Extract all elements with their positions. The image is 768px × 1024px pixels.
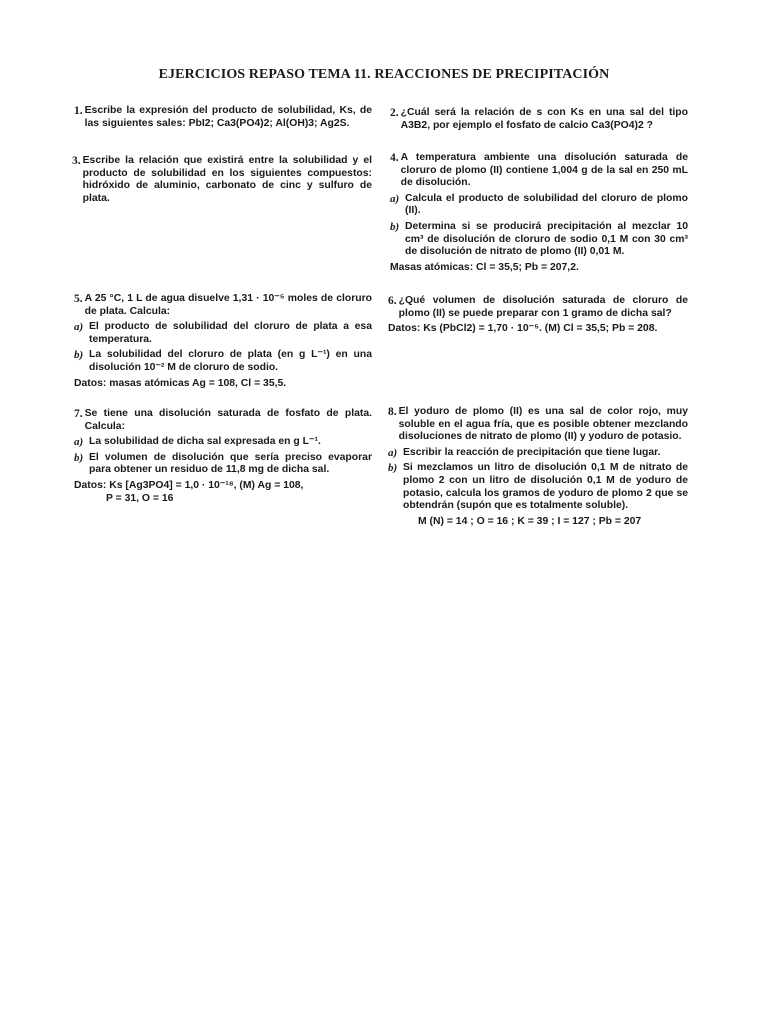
exercise-3 [72, 155, 372, 205]
exercise-text: A temperatura ambiente una disolución saturada de cloruro de plomo (II) contiene 1,004 g de la sal en 250 mL de disolución. [400, 152, 688, 189]
exercise-6 [388, 295, 688, 336]
exercise-text: A 25 °C, 1 L de agua disuelve 1,31 · 10⁻⁵ moles de cloruro de plata. Calcula: [84, 293, 372, 317]
exercise-text: ¿Qué volumen de disolución saturada de cloruro de plomo (II) se puede preparar con 1 gramo de dicha sal? [398, 295, 688, 319]
exercise-part-a [74, 321, 372, 346]
exercise-5 [74, 293, 372, 390]
exercise-text: El yoduro de plomo (II) es una sal de color rojo, muy soluble en el agua fría, que es posible obtener mezclando disoluciones de nitrato de plomo (II) y yoduro de potasio. [398, 406, 688, 443]
exercise-text: Escribe la expresión del producto de solubilidad, Ks, de las siguientes sales: PbI2; Ca3(PO4)2; Al(OH)3; Ag2S. [84, 105, 372, 129]
exercise-data: Datos: Ks [Ag3PO4] = 1,0 · 10⁻¹⁸, (M) Ag = 108, [74, 479, 304, 491]
exercise-text: ¿Cuál será la relación de s con Ks en una sal del tipo A3B2, por ejemplo el fosfato de calcio Ca3(PO4)2 ? [400, 107, 688, 131]
exercise-number: 1. [74, 105, 83, 117]
exercise-text: Escribe la relación que existirá entre la solubilidad y el producto de solubilidad en los siguientes compuestos: hidróxido de aluminio, carbonato de cinc y sulfuro de plata. [82, 155, 372, 204]
exercise-number: 6. [388, 295, 397, 307]
exercise-data-continued: P = 31, O = 16 [106, 492, 174, 504]
part-label: b) [390, 220, 400, 233]
exercise-number: 4. [390, 152, 399, 164]
part-label: b) [74, 451, 84, 464]
exercise-number: 3. [72, 155, 81, 167]
exercise-data: Datos: masas atómicas Ag = 108, Cl = 35,5. [74, 377, 287, 389]
exercise-number: 5. [74, 293, 83, 305]
part-text: La solubilidad de dicha sal expresada en g L⁻¹. [89, 436, 321, 448]
part-label: a) [74, 436, 84, 449]
exercise-number: 8. [388, 406, 397, 418]
exercise-part-b [390, 221, 688, 259]
exercise-part-b [74, 452, 372, 477]
exercise-part-b [74, 349, 372, 374]
exercise-part-a [388, 447, 688, 460]
part-text: Si mezclamos un litro de disolución 0,1 M de nitrato de plomo 2 con un litro de disolución 0,1 M de yoduro de potasio, calcula los gramos de yoduro de plomo 2 que se obtendrán (supón que es totalmente soluble). [403, 462, 688, 512]
page-title: EJERCICIOS REPASO TEMA 11. REACCIONES DE PRECIPITACIÓN [158, 67, 610, 82]
exercise-text: Se tiene una disolución saturada de fosfato de plata. Calcula: [84, 408, 372, 432]
exercise-part-a [74, 436, 372, 449]
part-text: Escribir la reacción de precipitación que tiene lugar. [403, 446, 661, 458]
exercise-7 [74, 408, 372, 505]
part-text: La solubilidad del cloruro de plata (en g L⁻¹) en una disolución 10⁻² M de cloruro de sodio. [89, 349, 372, 373]
exercise-data: Masas atómicas: Cl = 35,5; Pb = 207,2. [390, 261, 579, 273]
part-label: a) [390, 192, 400, 205]
exercise-1 [74, 105, 372, 130]
exercise-data: Datos: Ks (PbCl2) = 1,70 · 10⁻⁵. (M) Cl = 35,5; Pb = 208. [388, 323, 658, 335]
exercise-part-a [390, 193, 688, 218]
part-label: a) [74, 321, 84, 334]
part-text: Calcula el producto de solubilidad del cloruro de plomo (II). [405, 192, 688, 217]
part-text: El producto de solubilidad del cloruro de plata a esa temperatura. [89, 321, 372, 345]
exercise-number: 2. [390, 107, 399, 119]
exercise-2 [390, 107, 688, 132]
exercise-part-b [388, 462, 688, 512]
exercise-8 [388, 406, 688, 528]
part-label: b) [388, 462, 398, 475]
part-text: El volumen de disolución que sería preciso evaporar para obtener un residuo de 11,8 mg de dicha sal. [89, 451, 372, 476]
part-label: a) [388, 446, 398, 459]
exercise-data: M (N) = 14 ; O = 16 ; K = 39 ; I = 127 ; Pb = 207 [418, 515, 642, 527]
exercise-number: 7. [74, 408, 83, 420]
part-text: Determina si se producirá precipitación al mezclar 10 cm³ de disolución de cloruro de sodio 0,1 M con 30 cm³ de disolución de nitrato de plomo (II) 0,01 M. [405, 220, 688, 258]
exercise-4 [390, 152, 688, 274]
part-label: b) [74, 349, 84, 362]
